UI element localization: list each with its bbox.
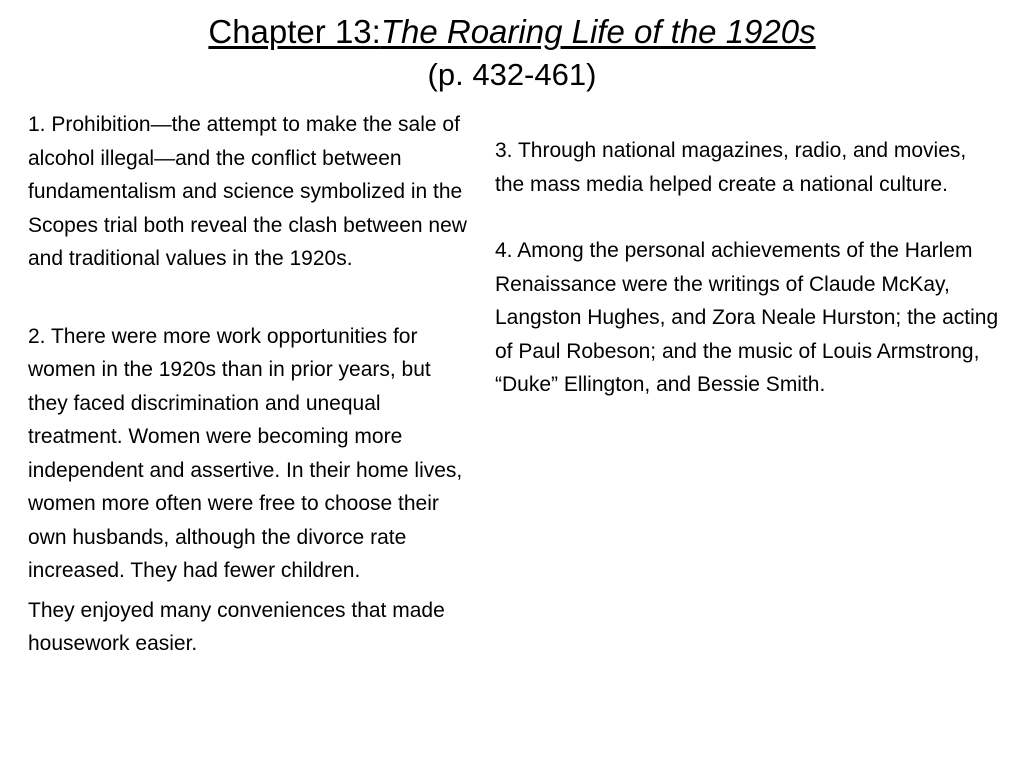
point-2-continued: They enjoyed many conveniences that made housework easier. <box>28 598 445 655</box>
point-2: 2. There were more work opportunities for women in the 1920s than in prior years, but they faced discrimination and unequal treatment. Women were becoming more independent and assertive. In their home lives, women more often were free to choose their own husbands, although the divorce rate increased. They had fewer children. <box>28 324 463 582</box>
chapter-heading <box>0 12 1024 52</box>
slide-title <box>0 12 1024 97</box>
point-4: 4. Among the personal achievements of the Harlem Renaissance were the writings of Claude McKay, Langston Hughes, and Zora Neale Hurston; the acting of Paul Robeson; and the music of Louis Armstrong, “Duke” Ellington, and Bessie Smith. <box>495 239 999 396</box>
chapter-label: Chapter 13: <box>208 13 381 50</box>
chapter-title: The Roaring Life of the 1920s <box>380 13 816 50</box>
right-column <box>495 134 1000 402</box>
page-range: (p. 432-461) <box>427 57 597 92</box>
point-1: 1. Prohibition—the attempt to make the sale of alcohol illegal—and the conflict between fundamentalism and science symbolized in the Scopes trial both reveal the clash between new and traditional values in the 1920s. <box>28 113 467 270</box>
point-3: 3. Through national magazines, radio, and movies, the mass media helped create a national culture. <box>495 139 967 196</box>
left-column <box>28 108 468 661</box>
